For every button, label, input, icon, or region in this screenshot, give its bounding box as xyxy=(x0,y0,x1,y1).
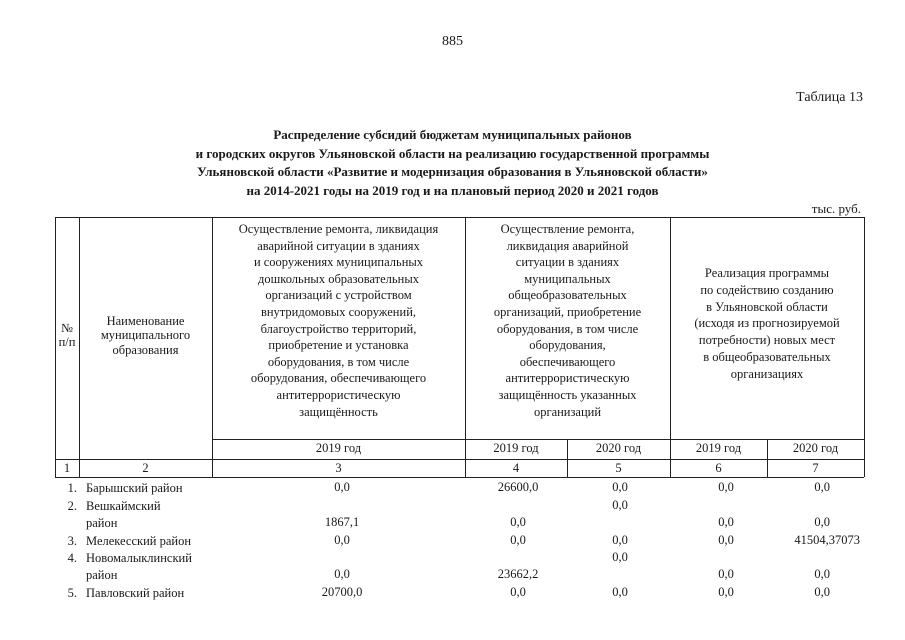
cell-value: 0,0 xyxy=(334,567,350,581)
header-name-line: муниципального xyxy=(100,328,191,343)
header-line: аварийной ситуации в зданиях xyxy=(257,238,420,253)
cell-value: 0,0 xyxy=(612,550,628,564)
header-line: организациях xyxy=(730,366,804,381)
header-line: Осуществление ремонта, ликвидация xyxy=(238,222,439,236)
row-number: 3. xyxy=(67,534,77,548)
header-line: организаций xyxy=(533,404,602,419)
cell-value: 0,0 xyxy=(814,567,830,581)
year-header: 2019 год xyxy=(315,441,362,455)
header-line: муниципальных xyxy=(524,271,611,286)
header-line: приобретение и установка xyxy=(268,338,409,353)
table-border xyxy=(212,439,864,440)
header-line: защищённость указанных xyxy=(498,387,637,402)
row-name: Павловский район xyxy=(86,586,185,600)
cell-value: 20700,0 xyxy=(321,585,363,599)
row-name: Мелекесский район xyxy=(86,534,192,548)
header-line: по содействию созданию xyxy=(700,282,834,297)
header-num-line: № xyxy=(61,321,73,335)
header-group-repair-general xyxy=(465,221,670,420)
header-name-line: Наименование xyxy=(106,314,185,328)
cell-value: 0,0 xyxy=(510,515,526,529)
cell-value: 0,0 xyxy=(612,480,628,494)
cell-value: 0,0 xyxy=(814,480,830,494)
column-number: 4 xyxy=(512,461,520,475)
header-line: оборудования, xyxy=(529,338,606,353)
cell-value: 0,0 xyxy=(510,585,526,599)
header-name xyxy=(79,314,212,357)
cell-value: 0,0 xyxy=(334,533,350,547)
header-line: в Ульяновской области xyxy=(706,299,828,314)
header-num xyxy=(55,321,79,350)
cell-value: 23662,2 xyxy=(497,567,539,581)
title-line: на 2014-2021 годы на 2019 год и на плановый период 2020 и 2021 годов xyxy=(246,182,659,198)
row-name: Вешкаймский xyxy=(86,499,161,513)
cell-value: 26600,0 xyxy=(497,480,539,494)
row-name: Новомалыклинский xyxy=(86,551,192,565)
header-line: и сооружениях муниципальных xyxy=(253,255,424,270)
header-line: оборудования, в том числе xyxy=(267,354,410,369)
column-number: 3 xyxy=(335,461,342,475)
cell-value: 0,0 xyxy=(718,567,734,581)
table-border xyxy=(55,217,864,218)
row-number: 1. xyxy=(67,481,77,495)
year-header: 2020 год xyxy=(792,441,839,455)
header-line: организаций, приобретение xyxy=(493,304,642,319)
header-line: ликвидация аварийной xyxy=(506,238,629,253)
row-name-cont: район xyxy=(86,516,118,530)
cell-value: 0,0 xyxy=(718,585,734,599)
row-number: 5. xyxy=(67,586,77,600)
header-line: дошкольных образовательных xyxy=(258,271,419,286)
cell-value: 41504,37073 xyxy=(794,533,860,547)
cell-value: 0,0 xyxy=(718,515,734,529)
units-label: тыс. руб. xyxy=(811,201,861,216)
title-line: и городских округов Ульяновской области на реализацию государственной программы xyxy=(195,145,710,161)
header-group-new-places xyxy=(670,265,864,383)
header-line: ситуации в зданиях xyxy=(515,255,620,270)
header-line: оборудования, в том числе xyxy=(496,321,639,336)
table-title xyxy=(0,126,905,200)
cell-value: 0,0 xyxy=(814,515,830,529)
year-header: 2019 год xyxy=(695,441,742,455)
header-line: в общеобразовательных xyxy=(703,349,831,364)
header-line: Осуществление ремонта, xyxy=(500,222,635,236)
header-line: Реализация программы xyxy=(704,266,830,280)
table-border xyxy=(55,477,864,478)
header-line: потребности) новых мест xyxy=(698,333,836,348)
header-num-line: п/п xyxy=(58,335,76,350)
column-number: 2 xyxy=(142,461,149,475)
cell-value: 0,0 xyxy=(510,533,526,547)
row-number: 4. xyxy=(67,551,77,565)
page-number: 885 xyxy=(442,34,463,49)
cell-value: 0,0 xyxy=(814,585,830,599)
column-number: 5 xyxy=(615,461,622,475)
table-border xyxy=(864,217,865,477)
cell-value: 0,0 xyxy=(612,585,628,599)
header-line: организаций с устройством xyxy=(265,288,412,303)
row-name: Барышский район xyxy=(86,481,183,495)
header-line: антитеррористическую xyxy=(505,371,630,386)
year-header: 2019 год xyxy=(493,441,539,455)
cell-value: 0,0 xyxy=(718,480,734,494)
title-line: Распределение субсидий бюджетам муниципальных районов xyxy=(273,127,632,142)
header-line: благоустройство территорий, xyxy=(260,321,417,336)
cell-value: 0,0 xyxy=(612,498,628,512)
cell-value: 0,0 xyxy=(334,480,350,494)
cell-value: 0,0 xyxy=(718,533,734,547)
column-number: 1 xyxy=(63,461,71,475)
column-number: 7 xyxy=(812,461,819,475)
header-line: обеспечивающего xyxy=(519,354,616,369)
header-line: общеобразовательных xyxy=(508,288,627,303)
header-line: антитеррористическую xyxy=(276,387,401,402)
header-line: внутридомовых сооружений, xyxy=(260,304,417,319)
header-line: оборудования, обеспечивающего xyxy=(250,371,427,386)
year-header: 2020 год xyxy=(595,441,642,455)
header-line: защищённость xyxy=(299,404,378,419)
header-line: (исходя из прогнозируемой xyxy=(694,316,840,331)
row-name-cont: район xyxy=(86,568,118,582)
header-group-repair-preschool xyxy=(212,221,465,420)
row-number: 2. xyxy=(67,499,77,513)
table-label: Таблица 13 xyxy=(796,90,863,105)
title-line: Ульяновской области «Развитие и модернизация образования в Ульяновской области» xyxy=(197,164,708,179)
cell-value: 1867,1 xyxy=(324,515,360,529)
cell-value: 0,0 xyxy=(612,533,628,547)
header-name-line: образования xyxy=(112,342,179,357)
column-number: 6 xyxy=(715,461,722,475)
table-border xyxy=(55,459,864,460)
